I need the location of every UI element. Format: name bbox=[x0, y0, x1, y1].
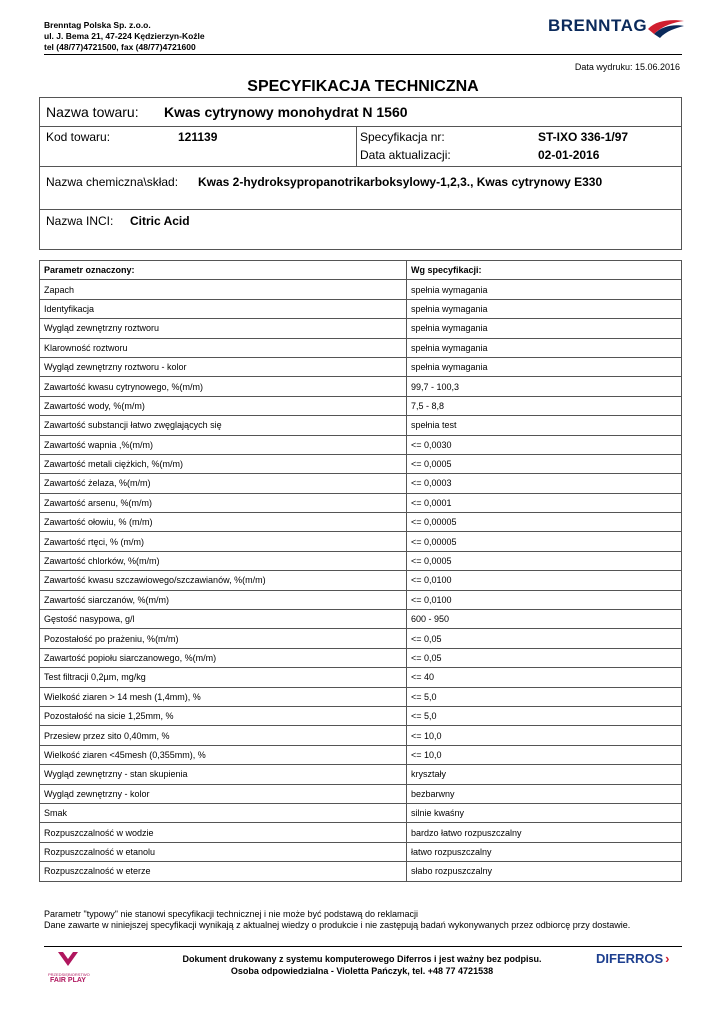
spec-value-cell: <= 10,0 bbox=[407, 726, 682, 745]
spec-number-value: ST-IXO 336-1/97 bbox=[538, 130, 629, 144]
product-code-label: Kod towaru: bbox=[46, 130, 111, 144]
spec-value-cell: kryształy bbox=[407, 765, 682, 784]
page-title: SPECYFIKACJA TECHNICZNA bbox=[247, 78, 479, 95]
footer-line-2: Osoba odpowiedzialna - Violetta Pańczyk, tel. +48 77 4721538 bbox=[230, 966, 494, 976]
company-contact: tel (48/77)4721500, fax (48/77)4721600 bbox=[44, 42, 196, 52]
table-row bbox=[40, 513, 682, 532]
table-row bbox=[40, 319, 682, 338]
spec-value-cell: 600 - 950 bbox=[407, 610, 682, 629]
notes bbox=[44, 909, 674, 931]
note-line-2: Dane zawarte w niniejszej specyfikacji wynikają z aktualnej wiedzy o produkcie i nie zastępują badań wykonywanych przez odbiorcę przy dostawie. bbox=[44, 920, 631, 930]
spec-value-cell: spełnia wymagania bbox=[407, 319, 682, 338]
inci-value: Citric Acid bbox=[130, 214, 190, 228]
parameter-cell: Zawartość siarczanów, %(m/m) bbox=[40, 590, 407, 609]
spec-value-cell: <= 0,0100 bbox=[407, 590, 682, 609]
spec-value-cell: spełnia wymagania bbox=[407, 299, 682, 318]
parameter-cell: Wygląd zewnętrzny roztworu bbox=[40, 319, 407, 338]
table-row bbox=[40, 493, 682, 512]
update-date-label: Data aktualizacji: bbox=[360, 148, 451, 162]
spec-value-cell: spełnia wymagania bbox=[407, 280, 682, 299]
spec-value-cell: <= 0,05 bbox=[407, 648, 682, 667]
diferros-logo bbox=[596, 951, 670, 966]
product-code-row bbox=[40, 127, 681, 167]
parameter-cell: Przesiew przez sito 0,40mm, % bbox=[40, 726, 407, 745]
parameter-cell: Zawartość arsenu, %(m/m) bbox=[40, 493, 407, 512]
table-row bbox=[40, 377, 682, 396]
parameter-cell: Zawartość popiołu siarczanowego, %(m/m) bbox=[40, 648, 407, 667]
spec-value-cell: <= 5,0 bbox=[407, 687, 682, 706]
table-row bbox=[40, 648, 682, 667]
parameter-cell: Zawartość chlorków, %(m/m) bbox=[40, 551, 407, 570]
chemical-name-row bbox=[40, 167, 681, 210]
table-row bbox=[40, 629, 682, 648]
parameter-cell: Wygląd zewnętrzny roztworu - kolor bbox=[40, 357, 407, 376]
fair-play-text: FAIR PLAY bbox=[50, 977, 86, 984]
parameter-cell: Zawartość żelaza, %(m/m) bbox=[40, 474, 407, 493]
table-row bbox=[40, 610, 682, 629]
parameter-cell: Zawartość ołowiu, % (m/m) bbox=[40, 513, 407, 532]
spec-value-cell: <= 0,0003 bbox=[407, 474, 682, 493]
parameter-cell: Rozpuszczalność w etanolu bbox=[40, 842, 407, 861]
spec-value-cell: <= 0,0005 bbox=[407, 551, 682, 570]
chevron-right-icon: › bbox=[665, 951, 670, 966]
inci-row bbox=[40, 210, 681, 251]
spec-value-cell: <= 0,05 bbox=[407, 629, 682, 648]
table-row bbox=[40, 687, 682, 706]
table-row bbox=[40, 396, 682, 415]
table-row bbox=[40, 435, 682, 454]
print-date: Data wydruku: 15.06.2016 bbox=[574, 62, 680, 72]
parameter-cell: Pozostałość na sicie 1,25mm, % bbox=[40, 706, 407, 725]
product-code-value: 121139 bbox=[178, 130, 218, 144]
parameter-cell: Test filtracji 0,2µm, mg/kg bbox=[40, 668, 407, 687]
table-row bbox=[40, 299, 682, 318]
parameter-cell: Pozostałość po prażeniu, %(m/m) bbox=[40, 629, 407, 648]
parameter-cell: Zawartość metali ciężkich, %(m/m) bbox=[40, 454, 407, 473]
spec-value-cell: spełnia wymagania bbox=[407, 357, 682, 376]
table-row bbox=[40, 842, 682, 861]
table-row bbox=[40, 823, 682, 842]
parameter-cell: Zawartość rtęci, % (m/m) bbox=[40, 532, 407, 551]
table-row bbox=[40, 803, 682, 822]
spec-value-cell: spełnia test bbox=[407, 416, 682, 435]
table-row bbox=[40, 357, 682, 376]
parameter-cell: Wielkość ziaren <45mesh (0,355mm), % bbox=[40, 745, 407, 764]
parameter-cell: Zawartość kwasu szczawiowego/szczawianów, %(m/m) bbox=[40, 571, 407, 590]
spec-value-cell: łatwo rozpuszczalny bbox=[407, 842, 682, 861]
brenntag-logo-text: BRENNTAG bbox=[548, 16, 648, 35]
fair-play-icon bbox=[57, 951, 79, 967]
chemical-name-label: Nazwa chemiczna\skład: bbox=[46, 175, 179, 189]
note-line-1: Parametr "typowy" nie stanowi specyfikacji technicznej i nie może być podstawą do reklamacji bbox=[44, 909, 419, 919]
spec-value-cell: silnie kwaśny bbox=[407, 803, 682, 822]
spec-value-cell: <= 10,0 bbox=[407, 745, 682, 764]
table-row bbox=[40, 532, 682, 551]
chemical-name-value: Kwas 2-hydroksypropanotrikarboksylowy-1,2,3., Kwas cytrynowy E330 bbox=[198, 175, 603, 189]
product-name-value: Kwas cytrynowy monohydrat N 1560 bbox=[164, 104, 408, 120]
product-name-row bbox=[40, 98, 681, 127]
brenntag-logo bbox=[548, 14, 688, 44]
parameter-cell: Zawartość wapnia ,%(m/m) bbox=[40, 435, 407, 454]
parameter-cell: Zapach bbox=[40, 280, 407, 299]
parameter-cell: Smak bbox=[40, 803, 407, 822]
table-row bbox=[40, 784, 682, 803]
spec-value-cell: bardzo łatwo rozpuszczalny bbox=[407, 823, 682, 842]
footer-text bbox=[120, 953, 604, 977]
update-date-value: 02-01-2016 bbox=[538, 148, 600, 162]
parameter-cell: Wielkość ziaren > 14 mesh (1,4mm), % bbox=[40, 687, 407, 706]
parameter-cell: Identyfikacja bbox=[40, 299, 407, 318]
parameter-cell: Wygląd zewnętrzny - stan skupienia bbox=[40, 765, 407, 784]
inci-label: Nazwa INCI: bbox=[46, 214, 114, 228]
header-specification: Wg specyfikacji: bbox=[407, 261, 682, 280]
table-header-row bbox=[40, 261, 682, 280]
spec-value-cell: <= 0,0001 bbox=[407, 493, 682, 512]
header-parameter: Parametr oznaczony: bbox=[40, 261, 407, 280]
table-row bbox=[40, 862, 682, 881]
spec-value-cell: <= 0,00005 bbox=[407, 532, 682, 551]
fair-play-logo bbox=[48, 951, 88, 985]
column-divider bbox=[356, 127, 357, 166]
spec-value-cell: bezbarwny bbox=[407, 784, 682, 803]
footer-line-1: Dokument drukowany z systemu komputerowego Diferros i jest ważny bez podpisu. bbox=[182, 954, 542, 964]
parameter-cell: Klarowność roztworu bbox=[40, 338, 407, 357]
table-row bbox=[40, 454, 682, 473]
footer-divider bbox=[44, 946, 682, 947]
spec-number-label: Specyfikacja nr: bbox=[360, 130, 445, 144]
table-row bbox=[40, 668, 682, 687]
product-info-box bbox=[39, 97, 682, 250]
table-row bbox=[40, 571, 682, 590]
spec-value-cell: <= 0,00005 bbox=[407, 513, 682, 532]
parameter-cell: Rozpuszczalność w eterze bbox=[40, 862, 407, 881]
table-row bbox=[40, 590, 682, 609]
company-info bbox=[44, 20, 205, 53]
table-row bbox=[40, 765, 682, 784]
header-divider bbox=[44, 54, 682, 55]
diferros-logo-text: DIFERROS bbox=[596, 951, 664, 966]
spec-value-cell: słabo rozpuszczalny bbox=[407, 862, 682, 881]
table-row bbox=[40, 706, 682, 725]
parameter-cell: Wygląd zewnętrzny - kolor bbox=[40, 784, 407, 803]
parameter-cell: Rozpuszczalność w wodzie bbox=[40, 823, 407, 842]
parameter-cell: Zawartość substancji łatwo zwęglających się bbox=[40, 416, 407, 435]
spec-value-cell: spełnia wymagania bbox=[407, 338, 682, 357]
table-row bbox=[40, 280, 682, 299]
spec-value-cell: 99,7 - 100,3 bbox=[407, 377, 682, 396]
parameter-cell: Zawartość wody, %(m/m) bbox=[40, 396, 407, 415]
table-row bbox=[40, 338, 682, 357]
company-address: ul. J. Bema 21, 47-224 Kędzierzyn-Koźle bbox=[44, 31, 205, 41]
product-name-label: Nazwa towaru: bbox=[46, 104, 139, 120]
spec-value-cell: <= 5,0 bbox=[407, 706, 682, 725]
table-row bbox=[40, 416, 682, 435]
company-name: Brenntag Polska Sp. z.o.o. bbox=[44, 20, 151, 30]
spec-value-cell: <= 0,0100 bbox=[407, 571, 682, 590]
spec-value-cell: <= 0,0005 bbox=[407, 454, 682, 473]
spec-value-cell: <= 40 bbox=[407, 668, 682, 687]
table-row bbox=[40, 745, 682, 764]
table-row bbox=[40, 726, 682, 745]
spec-value-cell: 7,5 - 8,8 bbox=[407, 396, 682, 415]
table-row bbox=[40, 551, 682, 570]
fair-play-subtitle: PRZEDSIĘBIORSTWO bbox=[48, 972, 90, 977]
parameter-cell: Gęstość nasypowa, g/l bbox=[40, 610, 407, 629]
brenntag-swoosh-icon bbox=[646, 18, 686, 40]
parameter-cell: Zawartość kwasu cytrynowego, %(m/m) bbox=[40, 377, 407, 396]
spec-value-cell: <= 0,0030 bbox=[407, 435, 682, 454]
spec-table bbox=[39, 260, 682, 882]
table-row bbox=[40, 474, 682, 493]
